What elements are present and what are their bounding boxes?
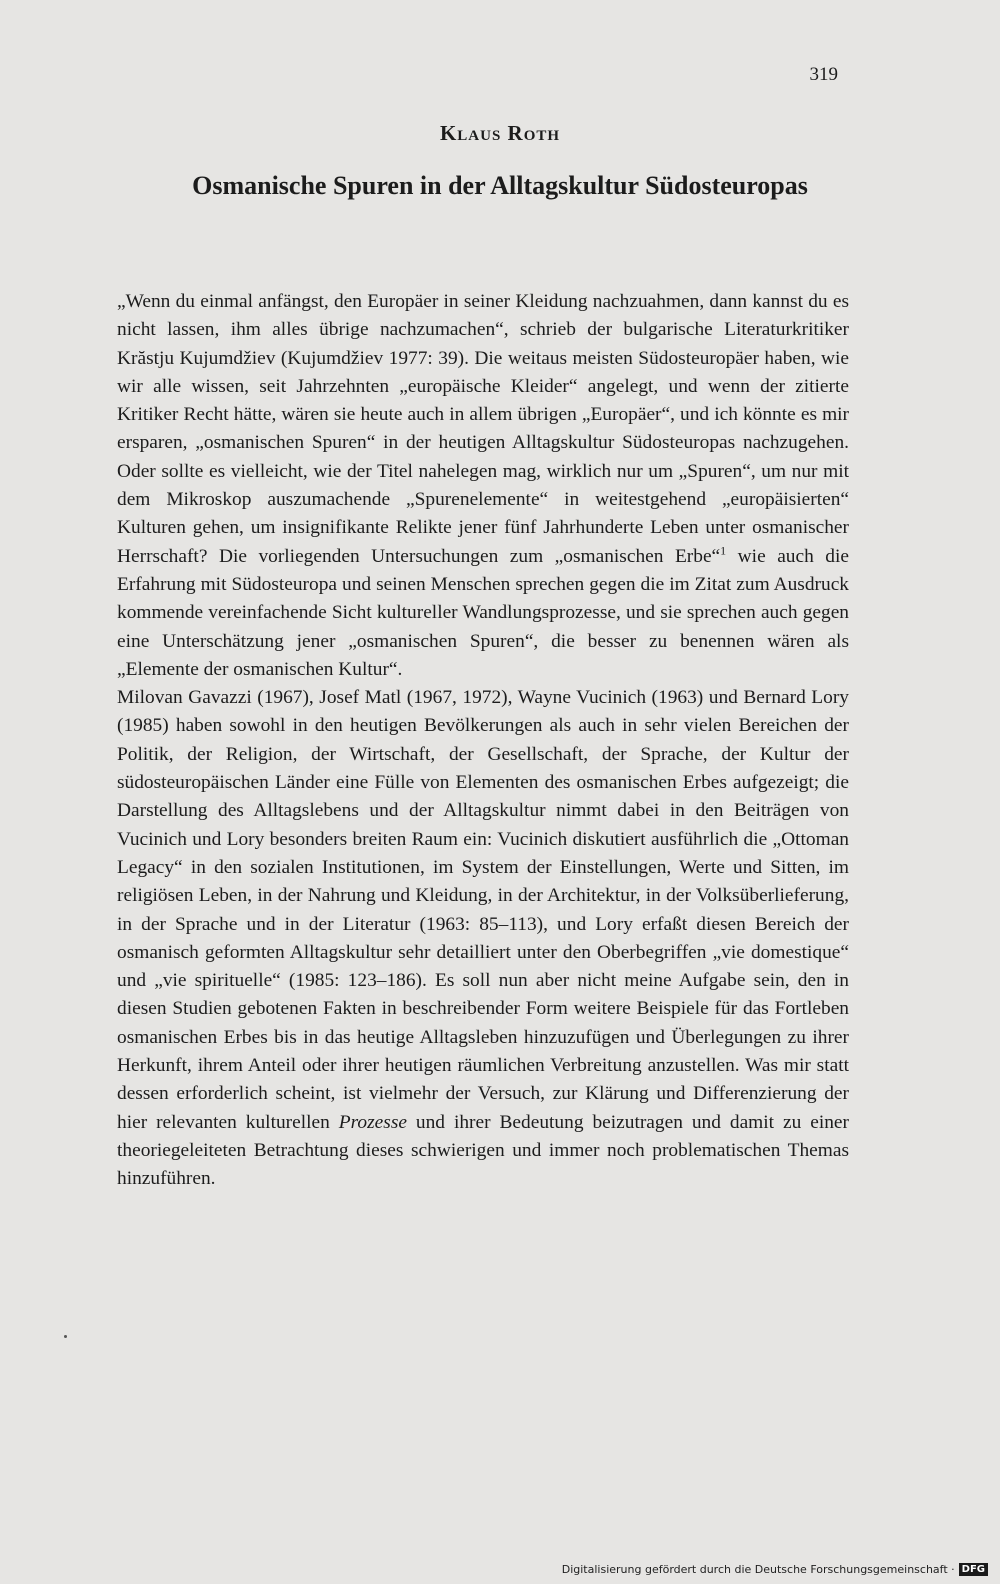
footnote-marker: 1 <box>720 543 727 558</box>
stray-dot <box>64 1335 67 1338</box>
paragraph-2 <box>117 684 849 1193</box>
paragraph-1-text-a: „Wenn du einmal anfängst, den Europäer in seiner Kleidung nachzuahmen, dann kannst du es nicht lassen, ihm alles übrige nachzumachen“, schrieb der bulgarische Literaturkritiker Krăstju Kujumdžiev (Kujumdžiev 1977: 39). Die weitaus meisten Südosteuropäer haben, wie wir alle wissen, seit Jahrzehnten „europäische Kleider“ angelegt, und wenn der zitierte Kritiker Recht hätte, wären sie heute auch in allem übrigen „Europäer“, und ich könnte es mir ersparen, „osmanischen Spuren“ in der heutigen Alltagskultur Südosteuropas nachzugehen. Oder sollte es vielleicht, wie der Titel nahelegen mag, wirklich nur um „Spuren“, um nur mit dem Mikroskop auszumachende „Spurenelemente“ in weitestgehend „europäisierten“ Kulturen gehen, um insignifikante Relikte jener fünf Jahrhunderte Leben unter osmanischer Herrschaft? Die vorliegenden Untersuchungen zum „osmanischen Erbe“ <box>117 291 849 567</box>
paragraph-2-emphasis: Prozesse <box>338 1111 407 1133</box>
digitization-banner-text: Digitalisierung gefördert durch die Deutsche Forschungsgemeinschaft · <box>561 1563 955 1576</box>
article-body <box>117 288 849 1194</box>
paragraph-1 <box>117 288 849 684</box>
paragraph-2-text-b: und ihrer Bedeutung beizutragen und damit zu einer theoriegeleiteten Betrachtung dieses schwierigen und immer noch problematischen Themas hinzuführen. <box>117 1111 849 1190</box>
paragraph-1-text-b: wie auch die Erfahrung mit Südosteuropa und seinen Menschen sprechen gegen die im Zitat zum Ausdruck kommende vereinfachende Sicht kultureller Wandlungsprozesse, und sie sprechen auch gegen eine Unterschätzung jener „osmanischen Spuren“, die besser zu benennen wären als „Elemente der osmanischen Kultur“. <box>117 545 849 680</box>
digitization-banner <box>562 1563 988 1576</box>
author-name: Klaus Roth <box>439 121 561 145</box>
article-title: Osmanische Spuren in der Alltagskultur Südosteuropas <box>192 171 808 200</box>
dfg-logo-icon: DFG <box>959 1563 988 1576</box>
page-number: 319 <box>809 64 838 85</box>
paragraph-2-text-a: Milovan Gavazzi (1967), Josef Matl (1967, 1972), Wayne Vucinich (1963) und Bernard Lory (1985) haben sowohl in den heutigen Bevölkerungen als auch in sehr vielen Bereichen der Politik, der Religion, der Wirtschaft, der Gesellschaft, der Sprache, der Kultur der südosteuropäischen Länder eine Fülle von Elementen des osmanischen Erbes aufgezeigt; die Darstellung des Alltagslebens und der Alltagskultur nimmt dabei in den Beiträgen von Vucinich und Lory besonders breiten Raum ein: Vucinich diskutiert ausführlich die „Ottoman Legacy“ in den sozialen Institutionen, im System der Einstellungen, Werte und Sitten, im religiösen Leben, in der Nahrung und Kleidung, in der Architektur, in der Volksüberlieferung, in der Sprache und in der Literatur (1963: 85–113), und Lory erfaßt diesen Bereich der osmanisch geformten Alltagskultur sehr detailliert unter den Oberbegriffen „vie domestique“ und „vie spirituelle“ (1985: 123–186). Es soll nun aber nicht meine Aufgabe sein, den in diesen Studien gebotenen Fakten in beschreibender Form weitere Beispiele für das Fortleben osmanischen Erbes bis in das heutige Alltagsleben hinzuzufügen und Überlegungen zu ihrer Herkunft, ihrem Anteil oder ihrer heutigen räumlichen Verbreitung anzustellen. Was mir statt dessen erforderlich scheint, ist vielmehr der Versuch, zur Klärung und Differenzierung der hier relevanten kulturellen <box>117 687 849 1133</box>
